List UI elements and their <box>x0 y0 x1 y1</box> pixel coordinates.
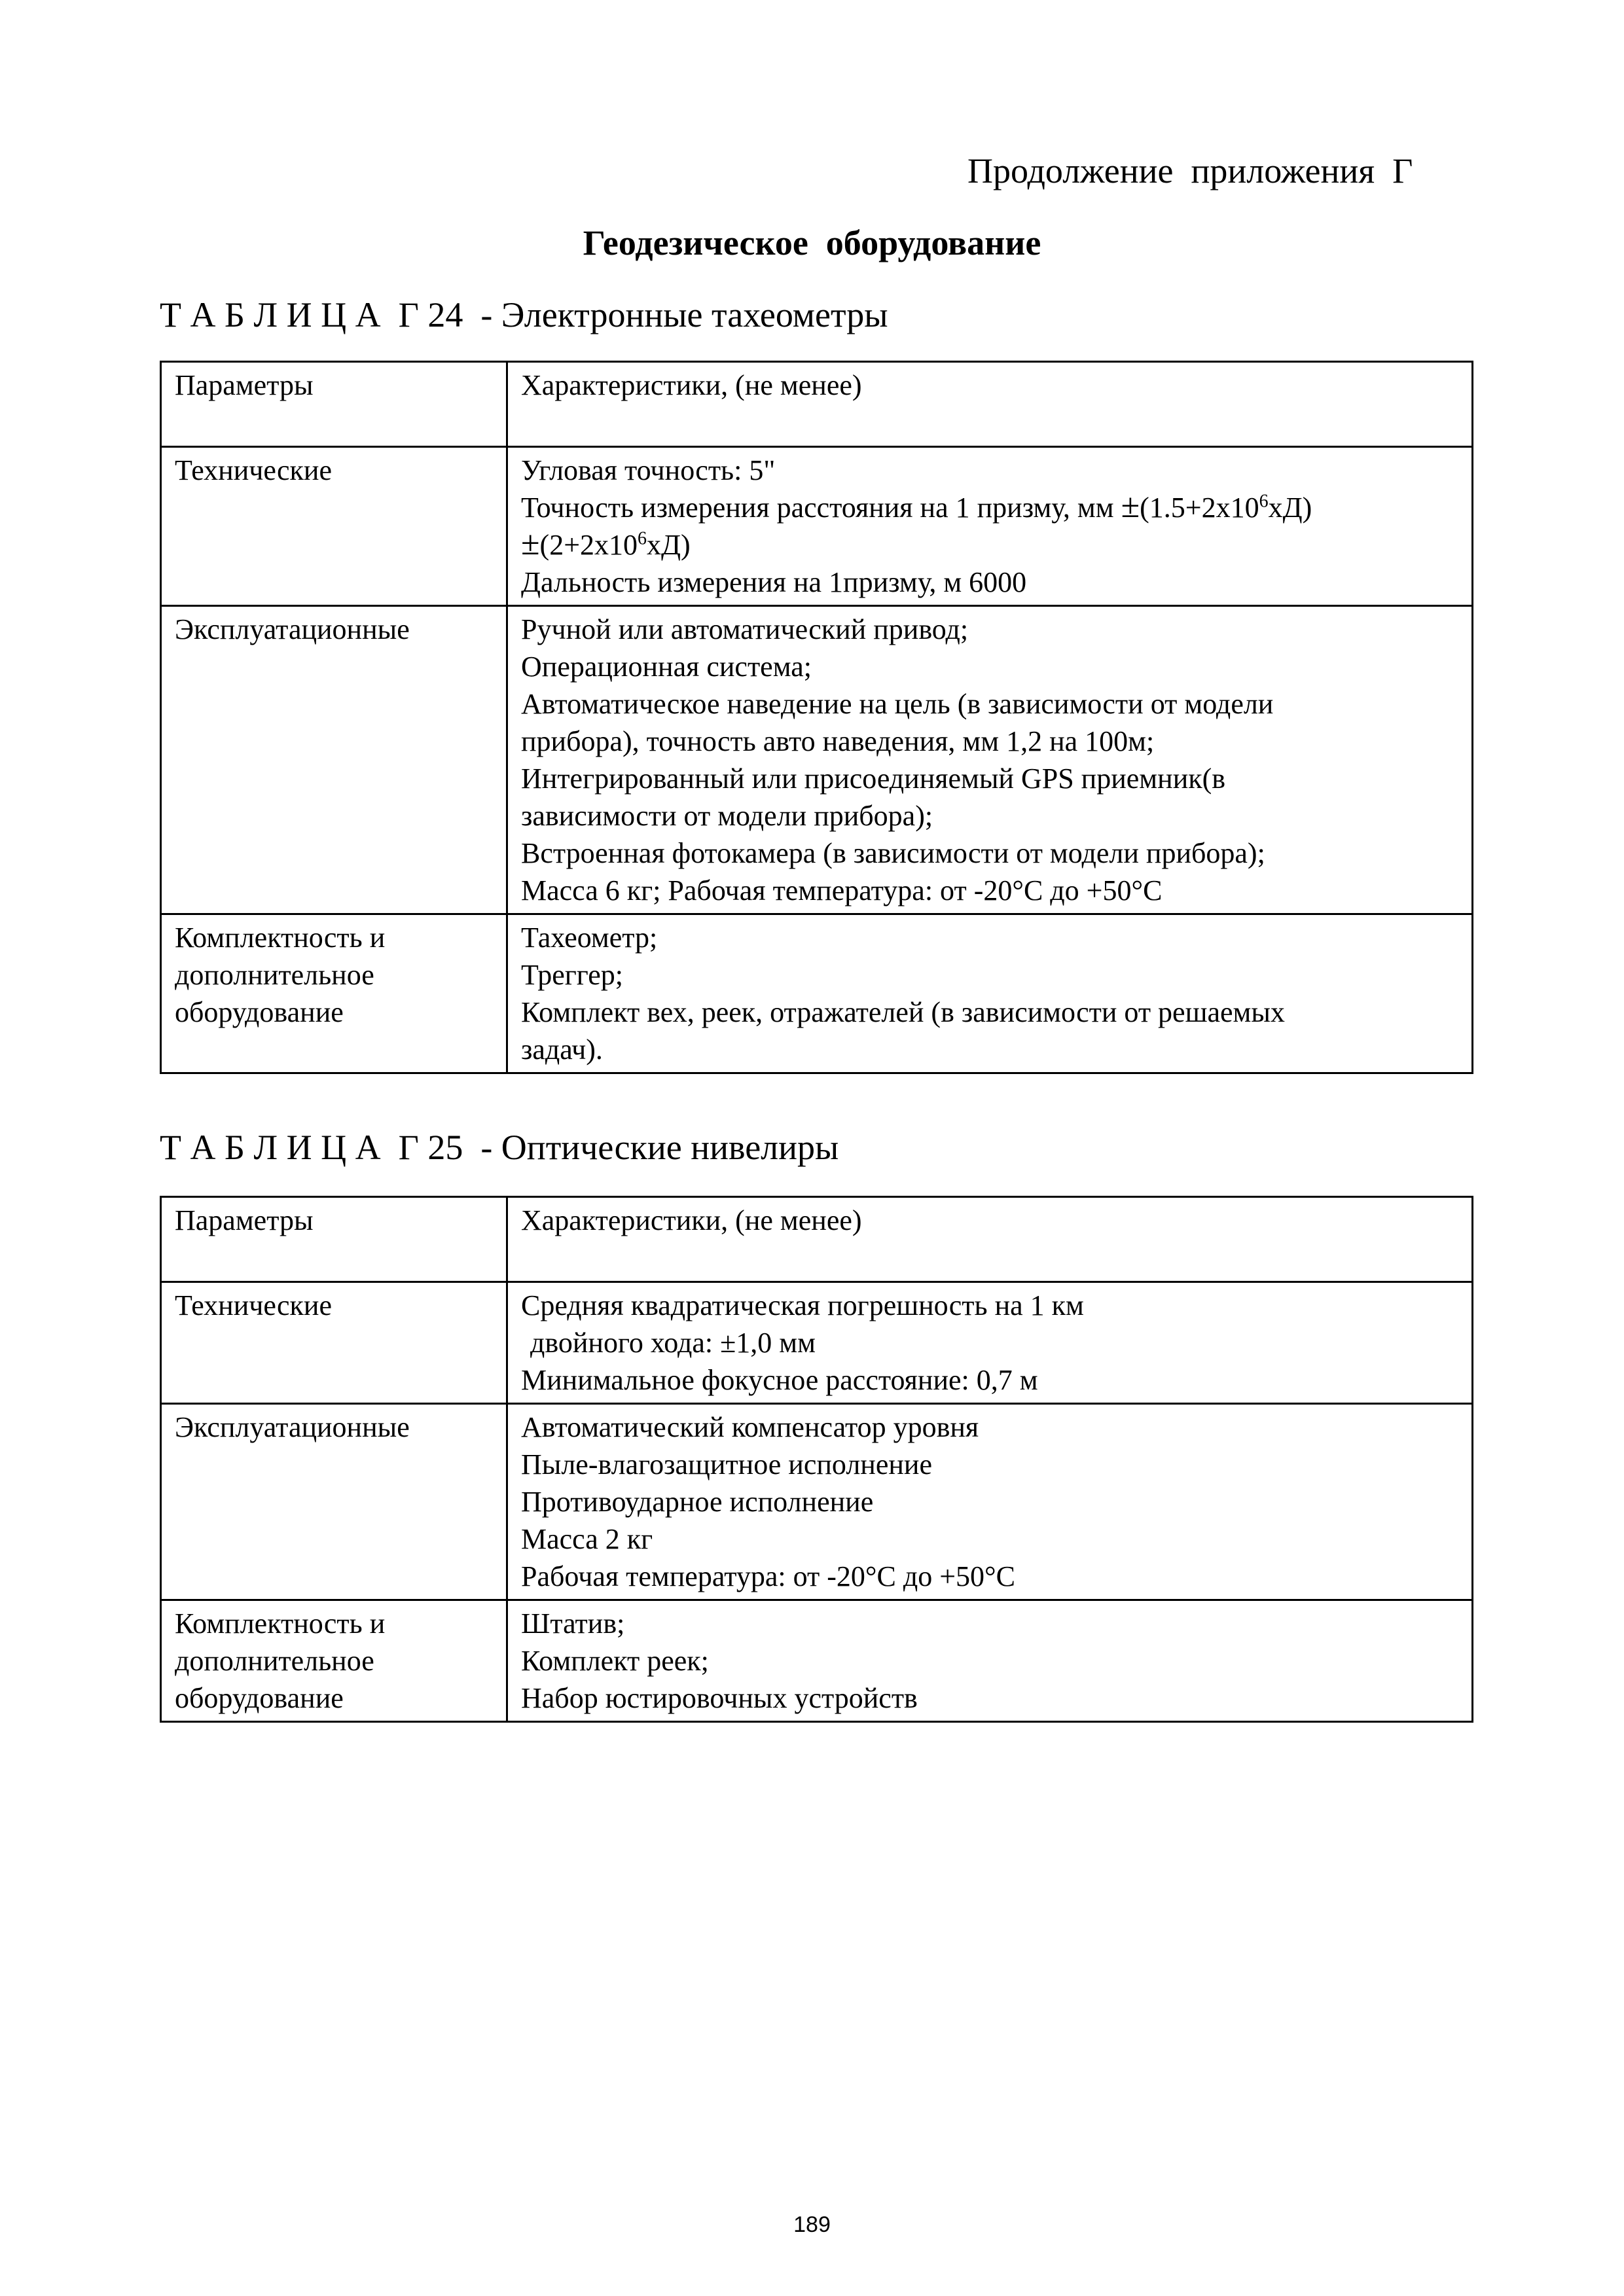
table-row <box>161 1282 1473 1404</box>
table-header-row <box>161 1197 1473 1282</box>
exponent: 6 <box>638 528 647 549</box>
param-line: оборудование <box>175 1682 344 1714</box>
value-line: Треггер; <box>521 959 623 991</box>
value-line: Комплект реек; <box>521 1645 709 1677</box>
table-g24-caption: Т А Б Л И Ц А Г 24 - Электронные тахеометры <box>160 295 888 334</box>
value-line: Набор юстировочных устройств <box>521 1682 918 1714</box>
table-row <box>161 914 1473 1073</box>
header-param-cell: Параметры <box>161 1197 507 1282</box>
value-line: Масса 2 кг <box>521 1523 653 1555</box>
value-line: Интегрированный или присоединяемый GPS приемник(в <box>521 762 1226 795</box>
accuracy-line-2 <box>521 526 1458 564</box>
value-line: Минимальное фокусное расстояние: 0,7 м <box>521 1364 1038 1396</box>
accuracy-a-open: (1.5+2х10 <box>1140 492 1259 524</box>
value-cell <box>507 606 1473 914</box>
param-line: оборудование <box>175 996 344 1028</box>
table-g24 <box>160 361 1473 1074</box>
table-row <box>161 1600 1473 1722</box>
header-value-cell: Характеристики, (не менее) <box>507 362 1473 447</box>
value-line: Операционная система; <box>521 651 812 683</box>
param-line: дополнительное <box>175 1645 374 1677</box>
value-cell <box>507 447 1473 606</box>
param-line: Комплектность и <box>175 1607 386 1640</box>
value-line: Встроенная фотокамера (в зависимости от модели прибора); <box>521 837 1265 869</box>
value-line: зависимости от модели прибора); <box>521 800 933 832</box>
value-line: Автоматическое наведение на цель (в зависимости от модели <box>521 688 1274 720</box>
value-line: Пыле-влагозащитное исполнение <box>521 1448 932 1480</box>
table-row <box>161 1404 1473 1600</box>
value-line: прибора), точность авто наведения, мм 1,2 на 100м; <box>521 725 1155 757</box>
param-cell: Технические <box>161 447 507 606</box>
page-number: 189 <box>793 2212 831 2237</box>
value-line: Штатив; <box>521 1607 625 1640</box>
header-value-cell: Характеристики, (не менее) <box>507 1197 1473 1282</box>
table-row <box>161 606 1473 914</box>
table-header-row <box>161 362 1473 447</box>
value-cell <box>507 914 1473 1073</box>
header-param-cell: Параметры <box>161 362 507 447</box>
table-row <box>161 447 1473 606</box>
value-line: Масса 6 кг; Рабочая температура: от -20°С до +50°С <box>521 874 1163 906</box>
accuracy-line <box>521 489 1458 526</box>
value-line: Автоматический компенсатор уровня <box>521 1411 979 1443</box>
param-cell: Технические <box>161 1282 507 1404</box>
value-cell <box>507 1404 1473 1600</box>
param-line: Комплектность и <box>175 922 386 954</box>
param-cell: Эксплуатационные <box>161 606 507 914</box>
value-line: Противоударное исполнение <box>521 1486 874 1518</box>
value-line: Тахеометр; <box>521 922 658 954</box>
value-line: задач). <box>521 1033 603 1066</box>
plus-minus-sign: ± <box>1121 488 1140 525</box>
value-line: Ручной или автоматический привод; <box>521 613 969 645</box>
value-line: Комплект вех, реек, отражателей (в зависимости от решаемых <box>521 996 1285 1028</box>
param-line: дополнительное <box>175 959 374 991</box>
document-title: Геодезическое оборудование <box>583 223 1041 262</box>
param-cell <box>161 1600 507 1722</box>
plus-minus-sign: ± <box>521 525 540 562</box>
table-g25 <box>160 1196 1473 1723</box>
value-line: Рабочая температура: от -20°С до +50°С <box>521 1560 1016 1592</box>
value-cell <box>507 1600 1473 1722</box>
value-line: двойного хода: ±1,0 мм <box>530 1327 816 1359</box>
value-line: Угловая точность: 5" <box>521 454 776 486</box>
continuation-heading: Продолжение приложения Г <box>967 151 1413 190</box>
accuracy-b-close: хД) <box>647 529 691 561</box>
accuracy-prefix: Точность измерения расстояния на 1 призму, мм <box>521 492 1121 524</box>
param-cell: Эксплуатационные <box>161 1404 507 1600</box>
exponent: 6 <box>1259 491 1269 512</box>
value-line: Средняя квадратическая погрешность на 1 км <box>521 1289 1084 1321</box>
accuracy-a-close: хД) <box>1268 492 1312 524</box>
table-g25-caption: Т А Б Л И Ц А Г 25 - Оптические нивелиры <box>160 1128 839 1167</box>
param-cell <box>161 914 507 1073</box>
value-cell <box>507 1282 1473 1404</box>
value-line: Дальность измерения на 1призму, м 6000 <box>521 566 1027 598</box>
accuracy-b-open: (2+2х10 <box>539 529 638 561</box>
